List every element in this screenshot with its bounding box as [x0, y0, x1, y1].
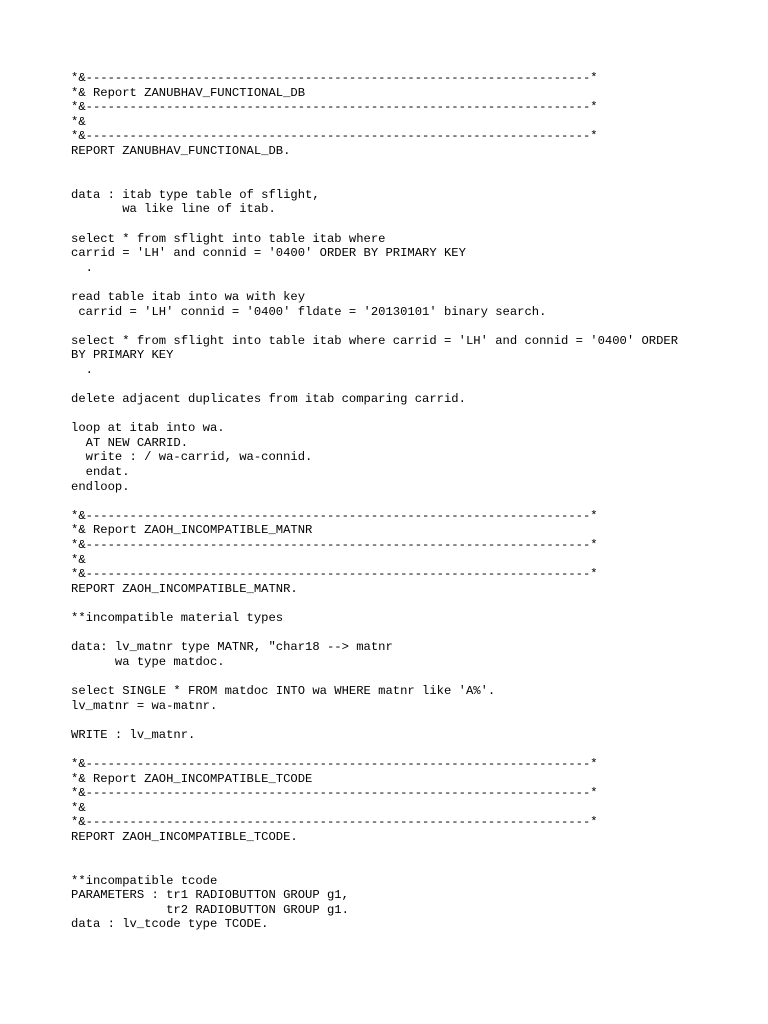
code-line: select * from sflight into table itab where carrid = 'LH' and connid = '0400' ORDER	[71, 333, 679, 348]
code-line: *&---------------------------------------------------------------------*	[71, 71, 598, 85]
code-line	[71, 596, 761, 611]
code-line	[71, 859, 761, 874]
code-line: *&---------------------------------------------------------------------*	[71, 129, 598, 144]
code-line: *&---------------------------------------------------------------------*	[71, 538, 598, 552]
code-line: tr2 RADIOBUTTON GROUP g1.	[71, 902, 349, 917]
code-line: *&---------------------------------------------------------------------*	[71, 508, 598, 523]
code-line: *& Report ZAOH_INCOMPATIBLE_MATNR	[71, 523, 313, 538]
code-line: BY PRIMARY KEY	[71, 348, 174, 363]
code-line: data: lv_matnr type MATNR, "char18 --> matnr	[71, 640, 393, 655]
code-line: read table itab into wa with key	[71, 289, 306, 304]
code-line: PARAMETERS : tr1 RADIOBUTTON GROUP g1,	[71, 888, 349, 903]
code-line: select * from sflight into table itab where	[71, 231, 386, 246]
code-line: **incompatible material types	[71, 610, 284, 625]
code-line	[71, 713, 761, 728]
code-line	[71, 159, 761, 174]
code-line	[71, 377, 761, 392]
code-line: *&---------------------------------------------------------------------*	[71, 815, 598, 830]
code-line: *&---------------------------------------------------------------------*	[71, 786, 598, 801]
code-line: REPORT ZAOH_INCOMPATIBLE_TCODE.	[71, 829, 298, 844]
code-line: write : / wa-carrid, wa-connid.	[71, 450, 313, 465]
code-line: REPORT ZANUBHAV_FUNCTIONAL_DB.	[71, 143, 291, 158]
code-line: WRITE : lv_matnr.	[71, 727, 196, 742]
code-line: *& Report ZAOH_INCOMPATIBLE_TCODE	[71, 771, 313, 786]
code-line: select SINGLE * FROM matdoc INTO wa WHERE matnr like 'A%'.	[71, 683, 496, 698]
code-line: endloop.	[71, 479, 130, 494]
code-line	[71, 217, 761, 232]
code-line	[71, 494, 761, 509]
code-line: *&	[71, 800, 86, 815]
code-line: *&---------------------------------------------------------------------*	[71, 567, 598, 582]
code-line	[71, 407, 761, 422]
code-line	[71, 844, 761, 859]
code-line: carrid = 'LH' connid = '0400' fldate = '20130101' binary search.	[71, 304, 547, 319]
code-line	[71, 669, 761, 684]
code-line	[71, 319, 761, 334]
code-line: endat.	[71, 465, 130, 480]
code-line: lv_matnr = wa-matnr.	[71, 698, 218, 713]
code-line: .	[71, 260, 93, 275]
code-line: *&---------------------------------------------------------------------*	[71, 756, 598, 771]
code-line: *&	[71, 114, 86, 129]
code-line: AT NEW CARRID.	[71, 435, 189, 450]
code-line: **incompatible tcode	[71, 873, 218, 888]
code-document	[71, 71, 761, 932]
code-line: loop at itab into wa.	[71, 421, 225, 436]
code-line: data : lv_tcode type TCODE.	[71, 917, 269, 932]
code-line: *& Report ZANUBHAV_FUNCTIONAL_DB	[71, 85, 306, 100]
code-line: REPORT ZAOH_INCOMPATIBLE_MATNR.	[71, 581, 298, 596]
code-line	[71, 275, 761, 290]
code-line	[71, 173, 761, 188]
code-line: wa like line of itab.	[71, 202, 276, 217]
code-line: *&	[71, 552, 86, 567]
code-line: data : itab type table of sflight,	[71, 187, 320, 202]
code-line: wa type matdoc.	[71, 654, 225, 669]
code-line: .	[71, 362, 93, 377]
code-line: *&---------------------------------------------------------------------*	[71, 100, 598, 115]
code-line: carrid = 'LH' and connid = '0400' ORDER BY PRIMARY KEY	[71, 246, 466, 261]
code-line	[71, 626, 761, 641]
code-line: delete adjacent duplicates from itab comparing carrid.	[71, 392, 466, 407]
code-line	[71, 742, 761, 757]
